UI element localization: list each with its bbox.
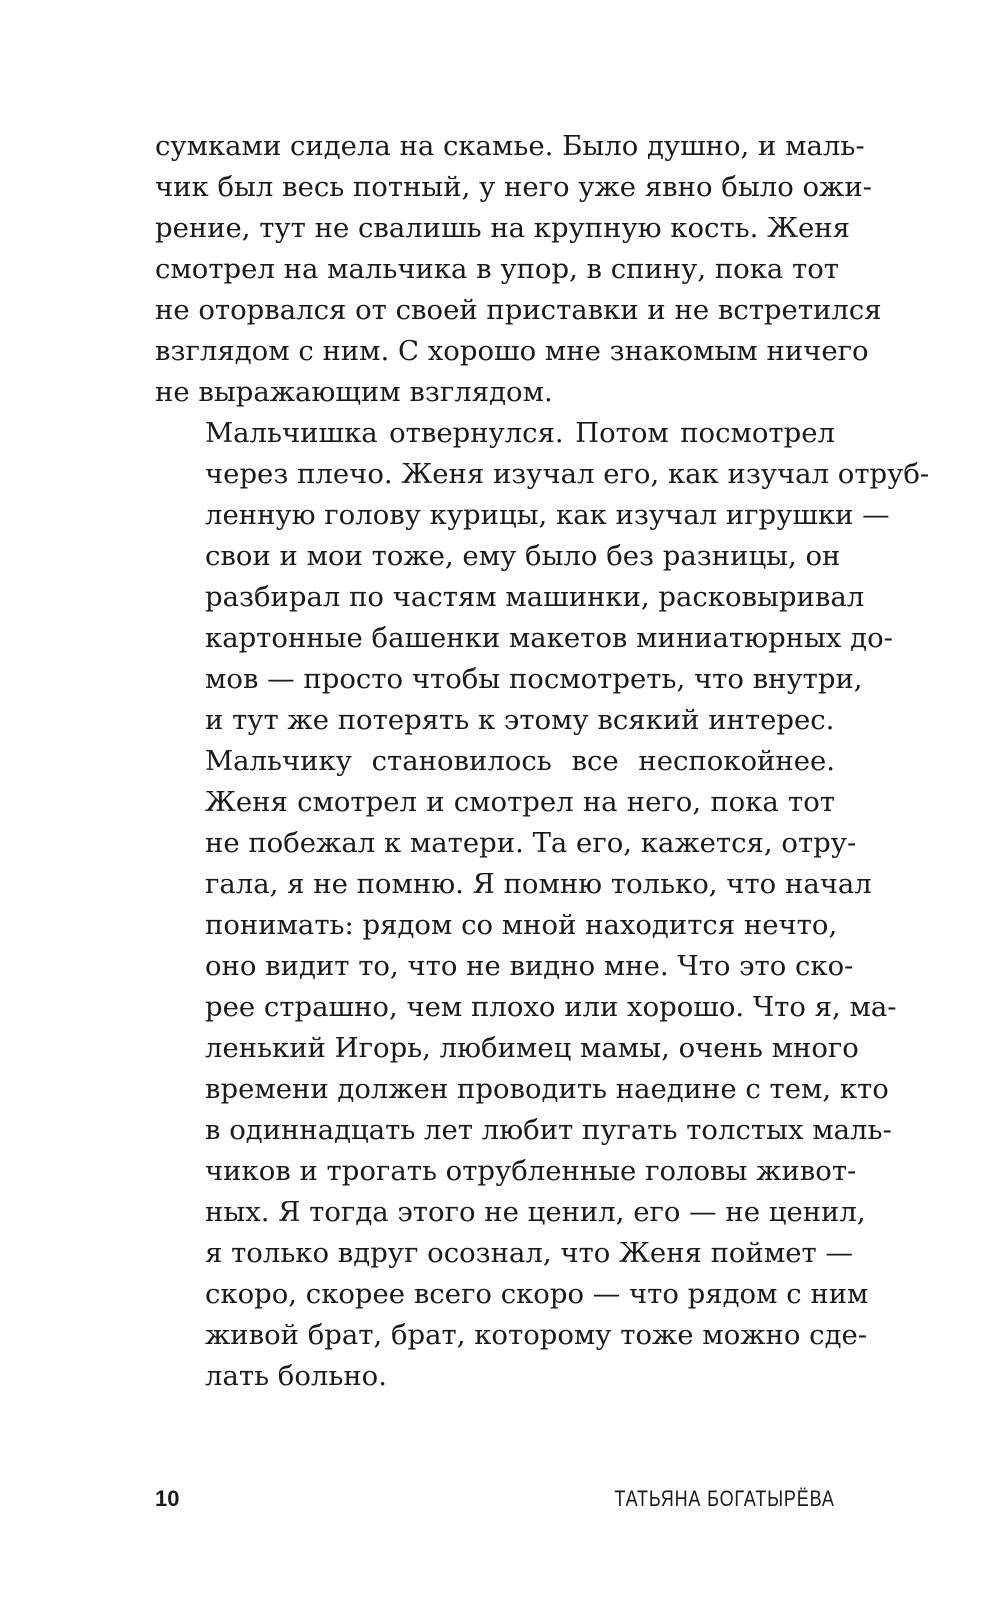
text-line: чиков и трогать отрубленные головы живот- [205, 1155, 857, 1187]
text-line: и тут же потерять к этому всякий интерес. [205, 704, 835, 736]
text-line: рее страшно, чем плохо или хорошо. Что я, ма- [205, 991, 897, 1023]
text-line: гала, я не помню. Я помню только, что начал [205, 868, 872, 900]
text-line: Мальчишка отвернулся. Потом посмотрел [205, 417, 835, 449]
text-line: скоро, скорее всего скоро — что рядом с ним [205, 1278, 869, 1310]
page-number: 10 [155, 1486, 180, 1511]
text-line: Мальчику становилось все неспокойнее. [205, 745, 835, 777]
text-line: взглядом с ним. С хорошо мне знакомым ничего [155, 335, 869, 367]
text-line: я только вдруг осознал, что Женя поймет — [205, 1237, 853, 1269]
paragraph [155, 741, 897, 1397]
text-line: оно видит то, что не видно мне. Что это ско- [205, 950, 854, 982]
text-line: живой брат, брат, которому тоже можно сде- [205, 1319, 868, 1351]
text-line: ных. Я тогда этого не ценил, его — не ценил, [205, 1196, 866, 1228]
text-line: через плечо. Женя изучал его, как изучал отруб- [205, 458, 930, 490]
text-line: понимать: рядом со мной находится нечто, [205, 909, 838, 941]
page-footer [155, 1486, 835, 1516]
text-line: Женя смотрел и смотрел на него, пока тот [205, 786, 835, 818]
text-line: не побежал к матери. Та его, кажется, отру- [205, 827, 857, 859]
text-line: сумками сидела на скамье. Было душно, и маль- [155, 130, 865, 162]
text-line: рение, тут не свалишь на крупную кость. Женя [155, 212, 850, 244]
running-head-author: ТАТЬЯНА БОГАТЫРЁВА [614, 1486, 835, 1511]
paragraph [155, 126, 882, 413]
text-line: разбирал по частям машинки, расковыривал [205, 581, 865, 613]
text-line: в одиннадцать лет любит пугать толстых маль- [205, 1114, 892, 1146]
text-line: ленький Игорь, любимец мамы, очень много [205, 1032, 859, 1064]
text-line: не оторвался от своей приставки и не встретился [155, 294, 882, 326]
text-line: ленную голову курицы, как изучал игрушки — [205, 499, 890, 531]
text-line: картонные башенки макетов миниатюрных до- [205, 622, 893, 654]
body-text [155, 126, 930, 1397]
text-line: лать больно. [205, 1360, 387, 1392]
text-line: времени должен проводить наедине с тем, кто [205, 1073, 889, 1105]
text-line: смотрел на мальчика в упор, в спину, пока тот [155, 253, 840, 285]
paragraph [155, 413, 930, 741]
text-line: свои и мои тоже, ему было без разницы, он [205, 540, 841, 572]
text-line: мов — просто чтобы посмотреть, что внутри, [205, 663, 863, 695]
text-line: чик был весь потный, у него уже явно было ожи- [155, 171, 872, 203]
text-line: не выражающим взглядом. [155, 376, 553, 408]
